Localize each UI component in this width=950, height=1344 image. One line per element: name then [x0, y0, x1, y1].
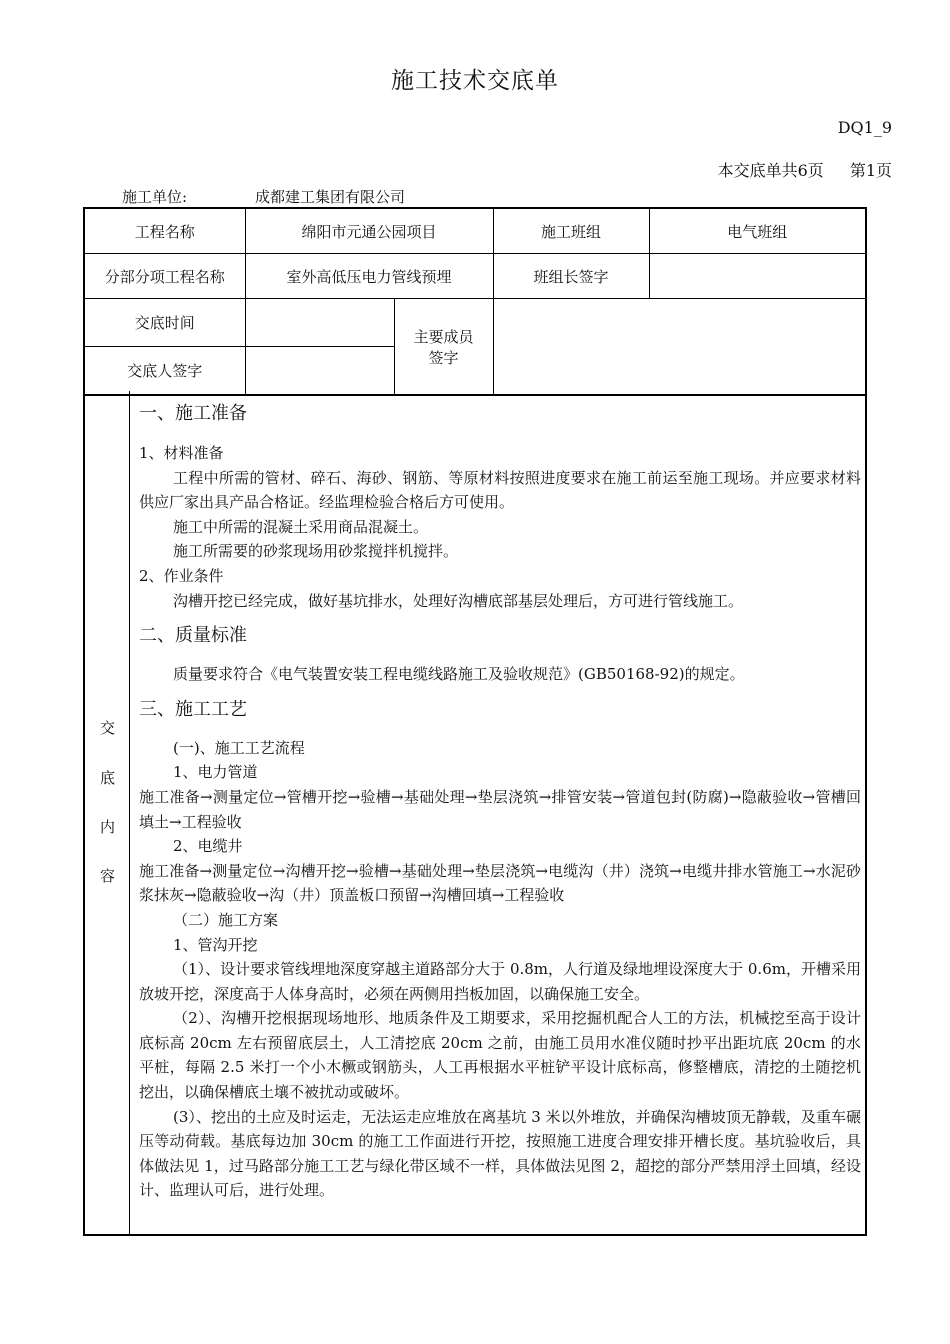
paragraph: 施工所需要的砂浆现场用砂浆搅拌机搅拌。: [173, 542, 459, 561]
subsection-heading: 2、作业条件: [139, 566, 224, 585]
project-name-value: 绵阳市元通公园项目: [245, 208, 493, 254]
subsection-heading: 1、管沟开挖: [173, 935, 258, 954]
subsection-heading: 2、电缆井: [173, 837, 243, 856]
paragraph: 沟槽开挖已经完成，做好基坑排水，处理好沟槽底部基层处理后，方可进行管线施工。: [173, 591, 744, 610]
team-value: 电气班组: [649, 208, 866, 254]
briefing-body: [139, 391, 861, 1203]
unit-value: 成都建工集团有限公司: [255, 188, 406, 206]
subsection-heading: (一)、施工工艺流程: [173, 738, 305, 757]
briefer-sign-label: 交底人签字: [84, 347, 245, 396]
table-row: [84, 208, 866, 254]
current-page: 第1页: [849, 161, 892, 180]
leader-sign-label: 班组长签字: [493, 254, 649, 299]
project-name-label: 工程名称: [84, 208, 245, 254]
total-pages: 本交底单共6页: [717, 161, 824, 180]
subsection-heading: 1、材料准备: [139, 444, 224, 462]
members-sign-label-line2: 签字: [428, 348, 459, 367]
team-label: 施工班组: [493, 208, 649, 254]
side-char: 交: [100, 719, 116, 737]
section-heading: 三、施工工艺: [139, 698, 247, 720]
subsection-heading: （二）施工方案: [173, 910, 279, 929]
paragraph: 施工中所需的混凝土采用商品混凝土。: [173, 517, 429, 536]
document-code: DQ1_9: [837, 118, 892, 137]
section-heading: 一、施工准备: [139, 403, 247, 424]
members-sign-field[interactable]: [493, 299, 866, 396]
briefing-content-box: [83, 391, 867, 1236]
table-row: [84, 299, 866, 347]
briefing-content-side-label: [85, 391, 130, 1234]
info-table: [83, 207, 867, 396]
side-char: 内: [100, 818, 116, 836]
side-char: 底: [100, 769, 116, 787]
subsection-heading: 1、电力管道: [173, 763, 258, 782]
page-count: [718, 158, 892, 181]
paragraph: (3）、挖出的土应及时运走，无法运走应堆放在离基坑 3 米以外堆放，并确保沟槽坡顶无静载，及重车碾压等动荷载。基底每边加 30cm 的施工工作面进行开挖，按照施工进度合理安排开槽长度。基坑验收后，具体做法见 1，过马路部分施工工艺与绿化带区域不一样，具体做法见图 2，超挖的部分严禁用浮土回填，经设计、监理认可后，进行处理。: [139, 1107, 861, 1200]
side-char: 容: [100, 867, 116, 885]
construction-unit: [122, 186, 406, 207]
sub-project-value: 室外高低压电力管线预埋: [245, 254, 493, 299]
leader-sign-field[interactable]: [649, 254, 866, 299]
paragraph: 质量要求符合《电气装置安装工程电缆线路施工及验收规范》(GB50168-92)的规定。: [173, 665, 745, 684]
section-heading: 二、质量标准: [139, 625, 247, 647]
brief-time-label: 交底时间: [84, 299, 245, 347]
paragraph: （2）、沟槽开挖根据现场地形、地质条件及工期要求，采用挖掘机配合人工的方法，机械挖至高于设计底标高 20cm 左右预留底层土，人工清挖底 20cm 之前，由施工员用水准仪随时抄平出距坑底 20cm 的水平桩，每隔 2.5 米打一个小木橛或钢筋头，人工再根据水平桩铲平设计底标高，修整槽底，清挖的土随挖机挖出，以确保槽底土壤不被扰动或破坏。: [139, 1009, 861, 1102]
process-flow: 施工准备→测量定位→管槽开挖→验槽→基础处理→垫层浇筑→排管安装→管道包封(防腐)→隐蔽验收→管槽回填土→工程验收: [139, 787, 861, 831]
paragraph: （1）、设计要求管线埋地深度穿越主道路部分大于 0.8m，人行道及绿地埋设深度大于 0.6m，开槽采用放坡开挖，深度高于人体身高时，必须在两侧用挡板加固，以确保施工安全。: [139, 960, 861, 1003]
paragraph: 工程中所需的管材、碎石、海砂、钢筋、等原材料按照进度要求在施工前运至施工现场。并应要求材料供应厂家出具产品合格证。经监理检验合格后方可使用。: [139, 468, 861, 512]
page-title: 施工技术交底单: [391, 68, 559, 94]
process-flow: 施工准备→测量定位→沟槽开挖→验槽→基础处理→垫层浇筑→电缆沟（井）浇筑→电缆井排水管施工→水泥砂浆抹灰→隐蔽验收→沟（井）顶盖板口预留→沟槽回填→工程验收: [139, 861, 861, 905]
sub-project-label: 分部分项工程名称: [84, 254, 245, 299]
brief-time-field[interactable]: [245, 299, 394, 347]
unit-label: 施工单位:: [122, 188, 188, 206]
briefer-sign-field[interactable]: [245, 347, 394, 396]
members-sign-label: [394, 299, 493, 396]
members-sign-label-line1: 主要成员: [413, 327, 474, 346]
table-row: [84, 254, 866, 299]
